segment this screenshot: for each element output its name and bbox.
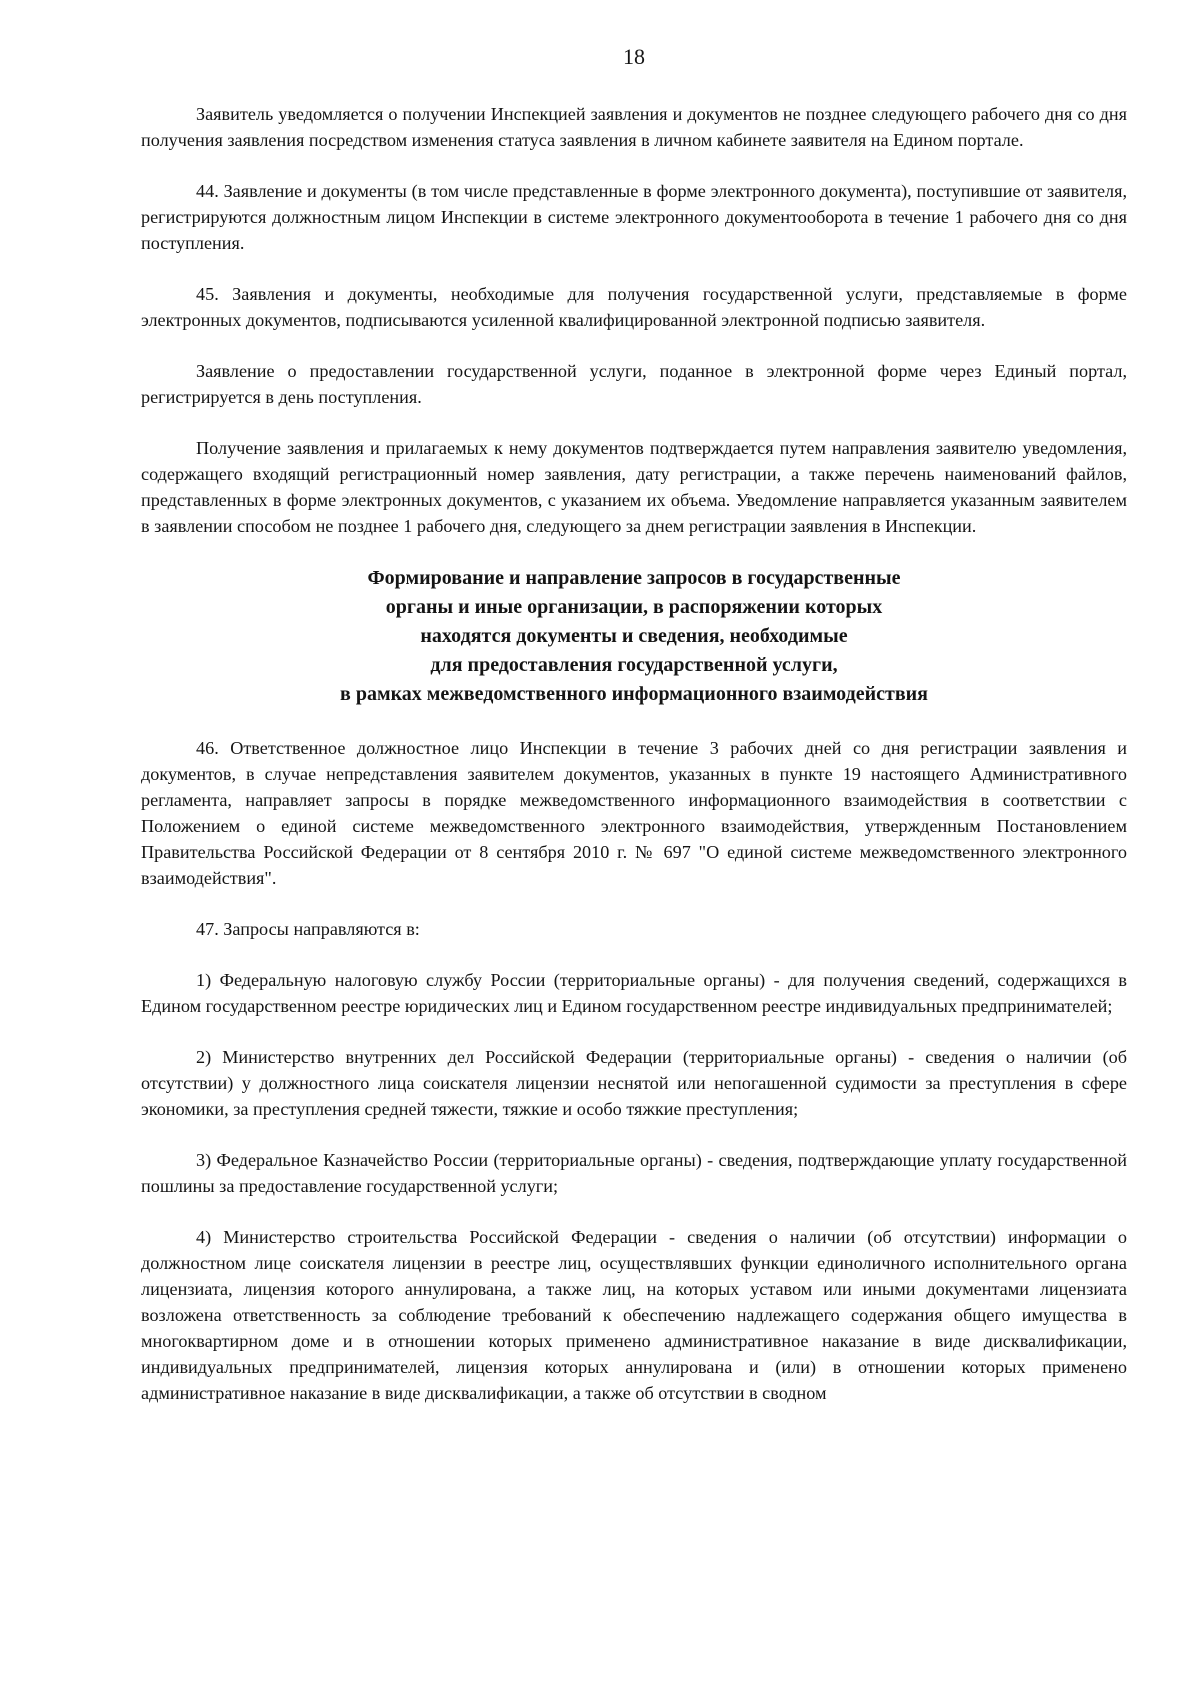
section-heading bbox=[141, 564, 1127, 709]
section-heading-line: органы и иные организации, в распоряжении которых bbox=[385, 596, 883, 618]
paragraph-47: 47. Запросы направляются в: bbox=[196, 919, 420, 939]
paragraph-44: 44. Заявление и документы (в том числе представленные в форме электронного документа), поступившие от заявителя, регистрируются должностным лицом Инспекции в системе электронного документооборота в течение 1 рабочего дня со дня поступления. bbox=[141, 181, 1127, 253]
list-item-1: 1) Федеральную налоговую службу России (территориальные органы) - для получения сведений, содержащихся в Едином государственном реестре юридических лиц и Едином государственном реестре индивидуальных предпринимателей; bbox=[141, 970, 1127, 1016]
section-heading-line: Формирование и направление запросов в государственные bbox=[367, 567, 901, 589]
paragraph-confirmation: Получение заявления и прилагаемых к нему документов подтверждается путем направления заявителю уведомления, содержащего входящий регистрационный номер заявления, дату регистрации, а также перечень наименований файлов, представленных в форме электронных документов, с указанием их объема. Уведомление направляется указанным заявителем в заявлении способом не позднее 1 рабочего дня, следующего за днем регистрации заявления в Инспекции. bbox=[141, 438, 1127, 536]
list-item-4: 4) Министерство строительства Российской Федерации - сведения о наличии (об отсутствии) информации о должностном лице соискателя лицензии в реестре лиц, осуществлявших функции единоличного исполнительного органа лицензиата, лицензия которого аннулирована, а также лиц, на которых уставом или иными документами лицензиата возложена ответственность за соблюдение требований к обеспечению надлежащего содержания общего имущества в многоквартирном доме и в отношении которых применено административное наказание в виде дисквалификации, индивидуальных предпринимателей, лицензия которых аннулирована и (или) в отношении которых применено административное наказание в виде дисквалификации, а также об отсутствии в сводном bbox=[141, 1227, 1127, 1403]
section-heading-line: в рамках межведомственного информационного взаимодействия bbox=[340, 683, 928, 705]
section-heading-line: находятся документы и сведения, необходимые bbox=[420, 625, 848, 647]
paragraph-45: 45. Заявления и документы, необходимые для получения государственной услуги, представляемые в форме электронных документов, подписываются усиленной квалифицированной электронной подписью заявителя. bbox=[141, 284, 1127, 330]
paragraph-46: 46. Ответственное должностное лицо Инспекции в течение 3 рабочих дней со дня регистрации заявления и документов, в случае непредставления заявителем документов, указанных в пункте 19 настоящего Административного регламента, направляет запросы в порядке межведомственного информационного взаимодействия в соответствии с Положением о единой системе межведомственного электронного взаимодействия, утвержденным Постановлением Правительства Российской Федерации от 8 сентября 2010 г. № 697 "О единой системе межведомственного электронного взаимодействия". bbox=[141, 738, 1127, 888]
paragraph-registration: Заявление о предоставлении государственной услуги, поданное в электронной форме через Единый портал, регистрируется в день поступления. bbox=[141, 361, 1127, 407]
list-item-2: 2) Министерство внутренних дел Российской Федерации (территориальные органы) - сведения о наличии (об отсутствии) у должностного лица соискателя лицензии неснятой или непогашенной судимости за преступления в сфере экономики, за преступления средней тяжести, тяжкие и особо тяжкие преступления; bbox=[141, 1047, 1127, 1119]
paragraph-notification: Заявитель уведомляется о получении Инспекцией заявления и документов не позднее следующего рабочего дня со дня получения заявления посредством изменения статуса заявления в личном кабинете заявителя на Едином портале. bbox=[141, 104, 1127, 150]
section-heading-line: для предоставления государственной услуги, bbox=[430, 654, 838, 676]
page-number: 18 bbox=[623, 44, 645, 69]
document-body bbox=[141, 101, 1127, 1431]
list-item-3: 3) Федеральное Казначейство России (территориальные органы) - сведения, подтверждающие уплату государственной пошлины за предоставление государственной услуги; bbox=[141, 1150, 1127, 1196]
